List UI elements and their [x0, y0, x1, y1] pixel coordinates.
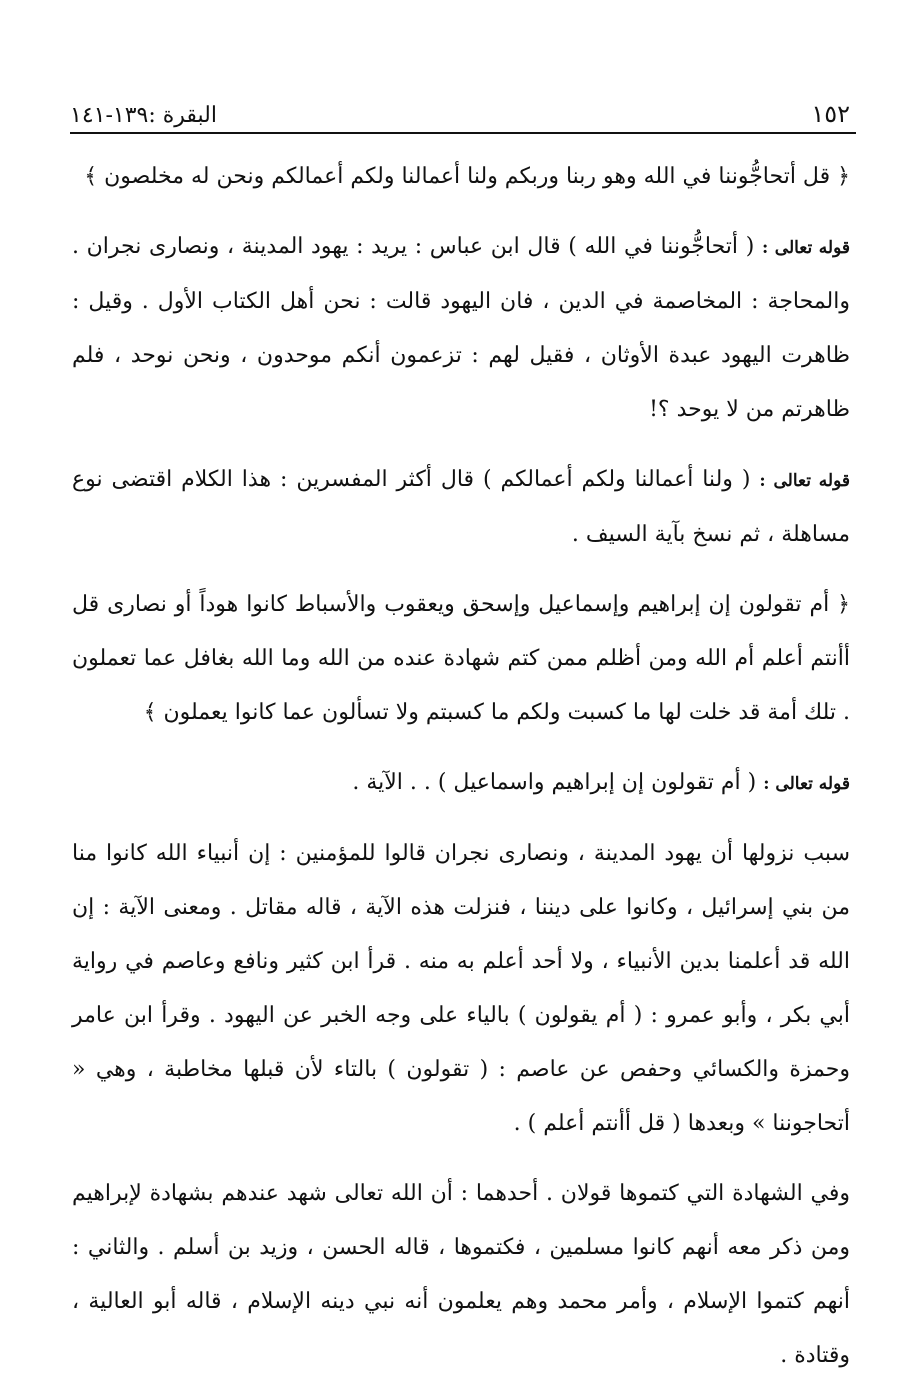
commentary-text: ( أم تقولون إن إبراهيم واسماعيل ) . . الآية .: [352, 770, 757, 795]
commentary-paragraph: وفي الشهادة التي كتموها قولان . أحدهما : أن الله تعالى شهد عندهم بشهادة لإبراهيم ومن ذكر معه أنهم كانوا مسلمين ، فكتموها ، قاله الحسن ، وزيد بن أسلم . والثاني : أنهم كتموا الإسلام ، وأمر محمد وهم يعلمون أنه نبي دينه الإسلام ، قاله أبو العالية ، وقتادة .: [72, 1181, 850, 1368]
verse-label: قوله تعالى :: [761, 238, 851, 258]
header-rule: [70, 132, 856, 134]
running-title: البقرة :١٣٩-١٤١: [70, 103, 217, 128]
page-number: ١٥٢: [811, 100, 850, 128]
verse-label: قوله تعالى :: [759, 471, 851, 491]
commentary-text: ( أتحاجُّوننا في الله ) قال ابن عباس : يريد : يهود المدينة ، ونصارى نجران . والمحاجة : المخاصمة في الدين ، فان اليهود قالت : نحن أهل الكتاب الأول . وقيل : ظاهرت اليهود عبدة الأوثان ، فقيل لهم : تزعمون أنكم موحدون ، ونحن نوحد ، فلم ظاهرتم من لا يوحد ؟!: [72, 234, 850, 422]
page-body: [72, 150, 850, 1399]
commentary-paragraph: [72, 220, 850, 437]
quran-verse-139: ﴿ قل أتحاجُّوننا في الله وهو ربنا وربكم ولنا أعمالنا ولكم أعمالكم ونحن له مخلصون ﴾: [84, 164, 850, 189]
quran-verse-140-141: ﴿ أم تقولون إن إبراهيم وإسماعيل وإسحق ويعقوب والأسباط كانوا هوداً أو نصارى قل أأنتم أعلم أم الله ومن أظلم ممن كتم شهادة عنده من الله وما الله بغافل عما تعملون . تلك أمة قد خلت لها ما كسبت ولكم ما كسبتم ولا تسألون عما كانوا يعملون ﴾: [72, 592, 850, 725]
page-header: [70, 88, 850, 128]
commentary-paragraph: [72, 453, 850, 562]
commentary-text: ( ولنا أعمالنا ولكم أعمالكم ) قال أكثر المفسرين : هذا الكلام اقتضى نوع مساهلة ، ثم نسخ بآية السيف .: [72, 467, 850, 547]
commentary-paragraph: [72, 756, 850, 811]
verse-label: قوله تعالى :: [763, 774, 850, 794]
commentary-paragraph: سبب نزولها أن يهود المدينة ، ونصارى نجران قالوا للمؤمنين : إن أنبياء الله كانوا منا من بني إسرائيل ، وكانوا على ديننا ، فنزلت هذه الآية ، قاله مقاتل . ومعنى الآية : إن الله قد أعلمنا بدين الأنبياء ، ولا أحد أعلم به منه . قرأ ابن كثير ونافع وعاصم في رواية أبي بكر ، وأبو عمرو : ( أم يقولون ) بالياء على وجه الخبر عن اليهود . وقرأ ابن عامر وحمزة والكسائي وحفص عن عاصم : ( تقولون ) بالتاء لأن قبلها مخاطبة ، وهي « أتحاجوننا » وبعدها ( قل أأنتم أعلم ) .: [72, 841, 850, 1136]
